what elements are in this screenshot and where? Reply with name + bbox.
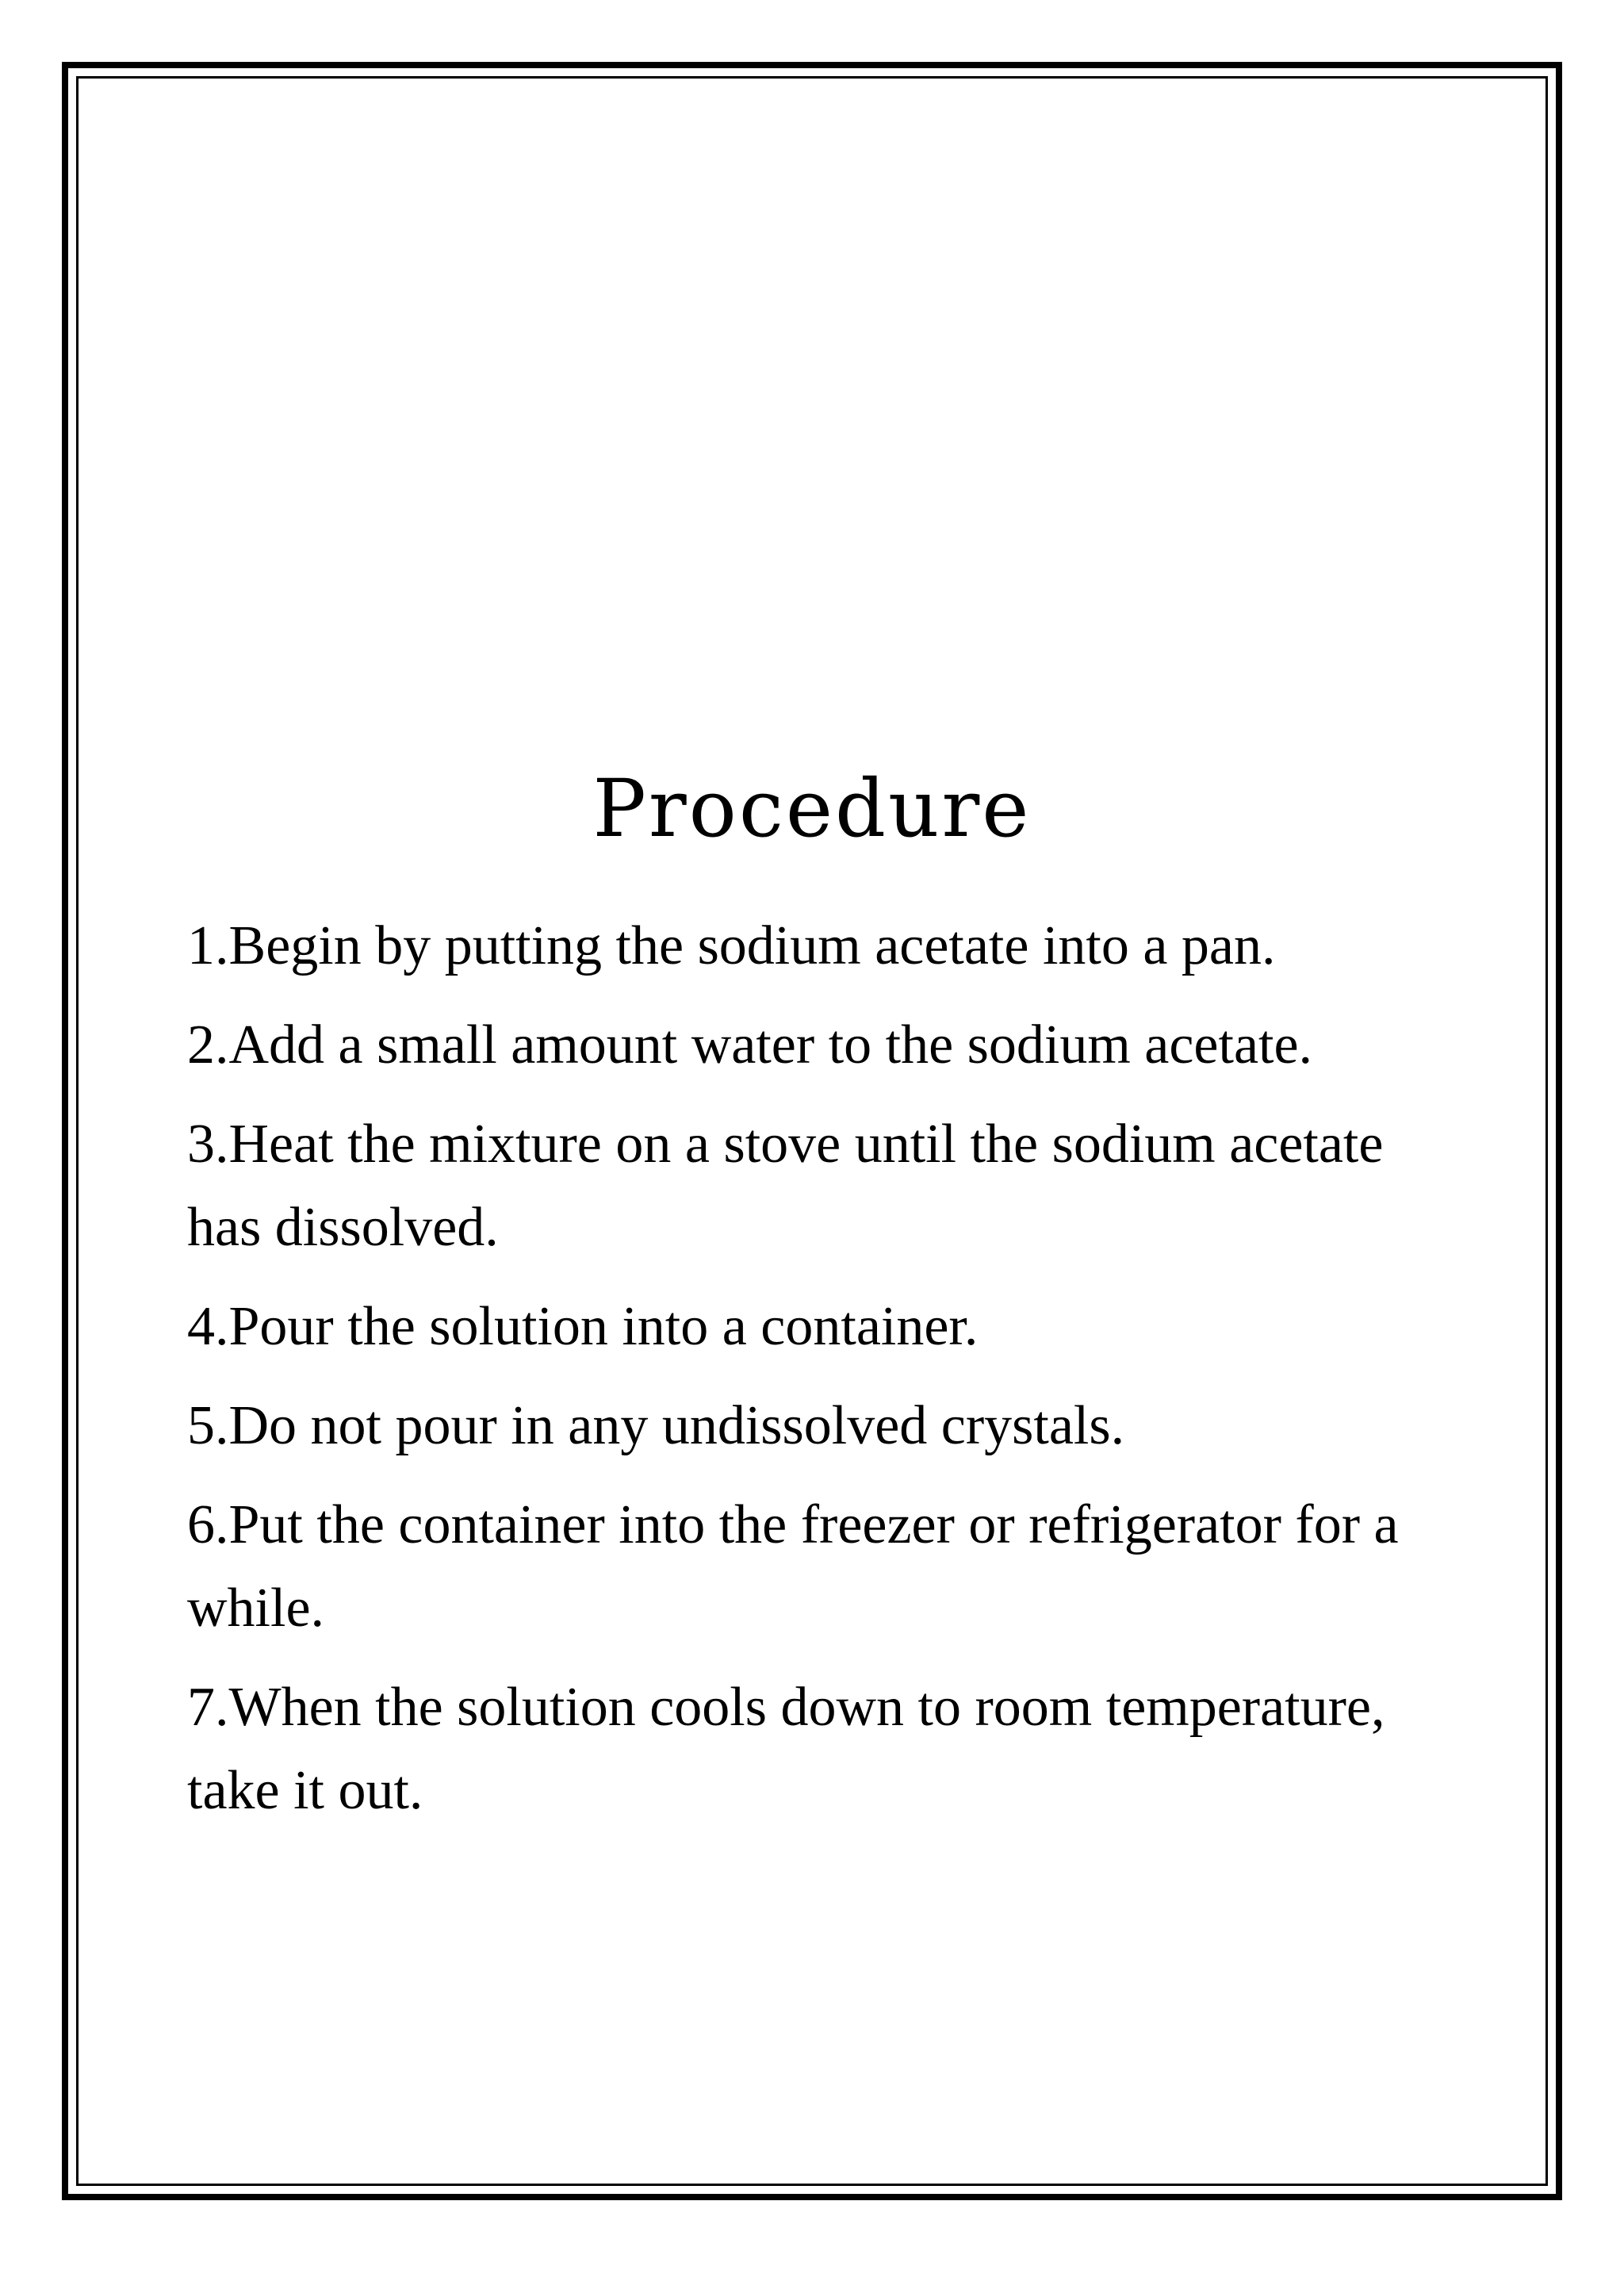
procedure-step: 2.Add a small amount water to the sodium acetate. xyxy=(187,1014,1313,1076)
procedure-step: 1.Begin by putting the sodium acetate into a pan. xyxy=(187,915,1276,976)
page-title: Procedure xyxy=(592,762,1032,855)
procedure-step: 7.When the solution cools down to room temperature, take it out. xyxy=(187,1677,1385,1821)
procedure-step: 3.Heat the mixture on a stove until the sodium acetate has dissolved. xyxy=(187,1114,1384,1258)
procedure-steps-list xyxy=(187,904,1448,1848)
procedure-step: 4.Pour the solution into a container. xyxy=(187,1296,979,1357)
procedure-step: 6.Put the container into the freezer or refrigerator for a while. xyxy=(187,1494,1399,1639)
procedure-step: 5.Do not pour in any undissolved crystals. xyxy=(187,1395,1125,1456)
